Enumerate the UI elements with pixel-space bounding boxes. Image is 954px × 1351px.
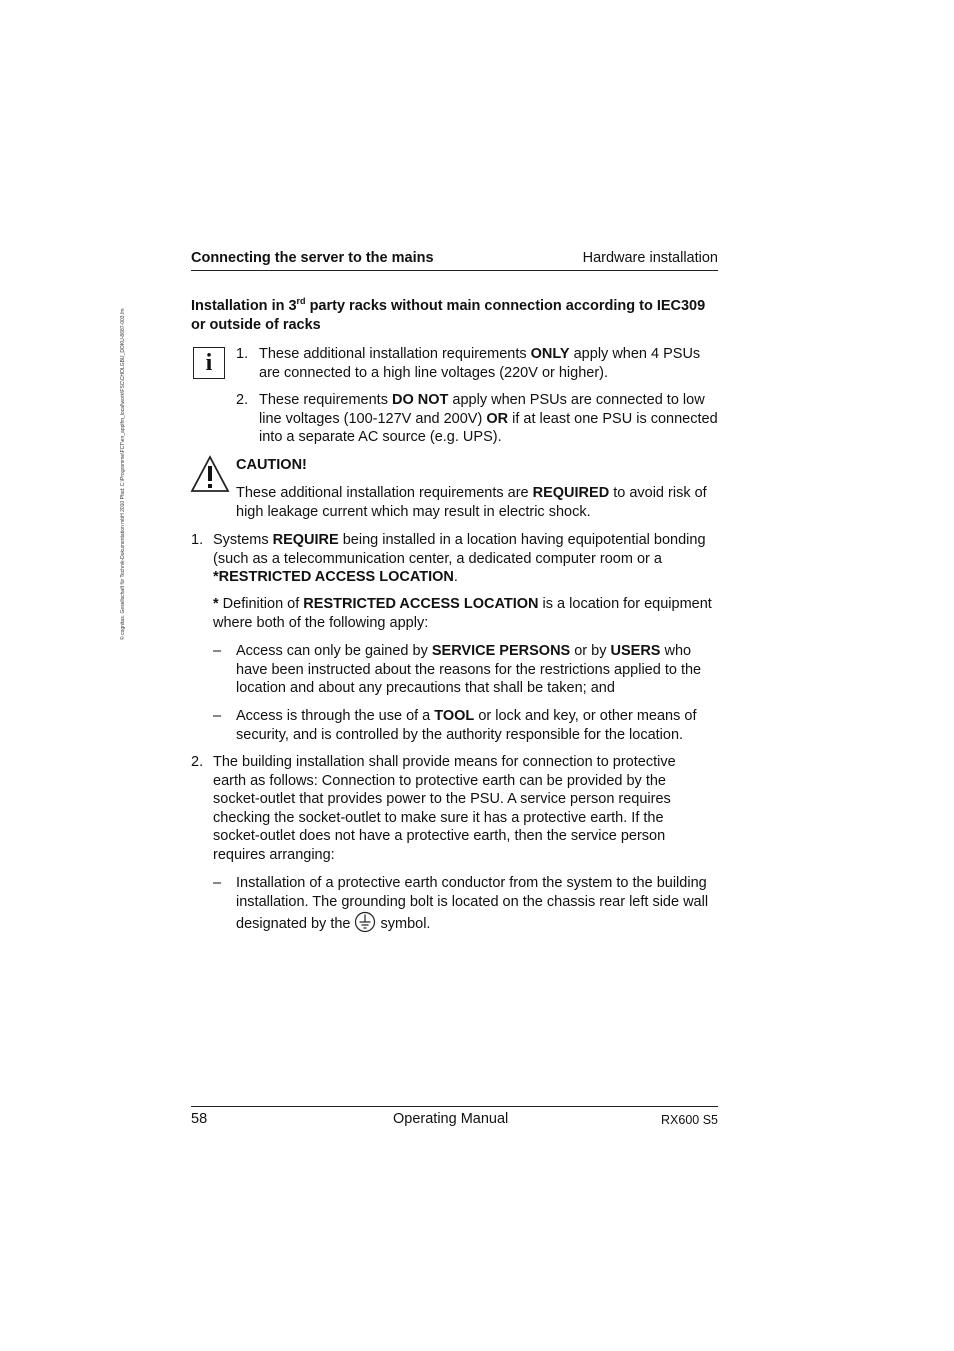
- info-list-item: 2. These requirements DO NOT apply when PSUs are connected to low line voltages (100-127V and 200V) OR if at least one PSU is connected into a separate AC source (e.g. UPS).: [236, 392, 718, 445]
- footer-title: Operating Manual: [393, 1111, 509, 1127]
- dash-list-item: – Installation of a protective earth conductor from the system to the building installation. The grounding bolt is located on the chassis rear left side wall designated by the symbol.: [213, 875, 709, 932]
- info-list-item: 1. These additional installation requirements ONLY apply when 4 PSUs are connected to a high line voltages (220V or higher).: [236, 346, 701, 381]
- caution-title: CAUTION!: [236, 457, 307, 473]
- running-header-section: Connecting the server to the mains: [191, 250, 434, 266]
- footer-rule: [191, 1106, 718, 1107]
- caution-text: These additional installation requirements are REQUIRED to avoid risk of high leakage current which may result in electric shock.: [236, 485, 707, 520]
- main-list-item: 2. The building installation shall provide means for connection to protective earth as follows: Connection to protective earth can be provided by the socket-outlet that provides power to the PSU. A service person requires checking the socket-outlet to make sure it has a protective earth. If the socket-outlet does not have a protective earth, then the service person requires arranging:: [191, 754, 676, 863]
- header-rule: [191, 270, 718, 271]
- dash-list-item: – Access can only be gained by SERVICE PERSONS or by USERS who have been instructed about the reasons for the restrictions applied to the location and about any precautions that shall be taken; and: [213, 643, 702, 696]
- protective-earth-icon: [354, 911, 376, 933]
- footer-model: RX600 S5: [661, 1113, 718, 1127]
- section-title: Installation in 3rd party racks without main connection according to IEC309 or outside of racks: [191, 296, 706, 333]
- definition-paragraph: * Definition of RESTRICTED ACCESS LOCATION is a location for equipment where both of the following apply:: [213, 596, 712, 631]
- side-imprint: © cognitas. Gesellschaft für Technik-Dokumentation mbH 2010 Pfad: C:\Programme\FCT\en_applfm_local\work\FSC\CHOLGBU_DOKU-8687-003.fm: [120, 308, 126, 640]
- dash-list-item: – Access is through the use of a TOOL or lock and key, or other means of security, and is controlled by the authority responsible for the location.: [213, 708, 697, 743]
- page-number: 58: [191, 1111, 208, 1127]
- main-list-item: 1. Systems REQUIRE being installed in a location having equipotential bonding (such as a telecommunication center, a dedicated computer room or a *RESTRICTED ACCESS LOCATION.: [191, 532, 706, 585]
- running-header-chapter: Hardware installation: [582, 250, 718, 266]
- info-icon: i: [193, 347, 225, 379]
- caution-icon: [190, 455, 230, 493]
